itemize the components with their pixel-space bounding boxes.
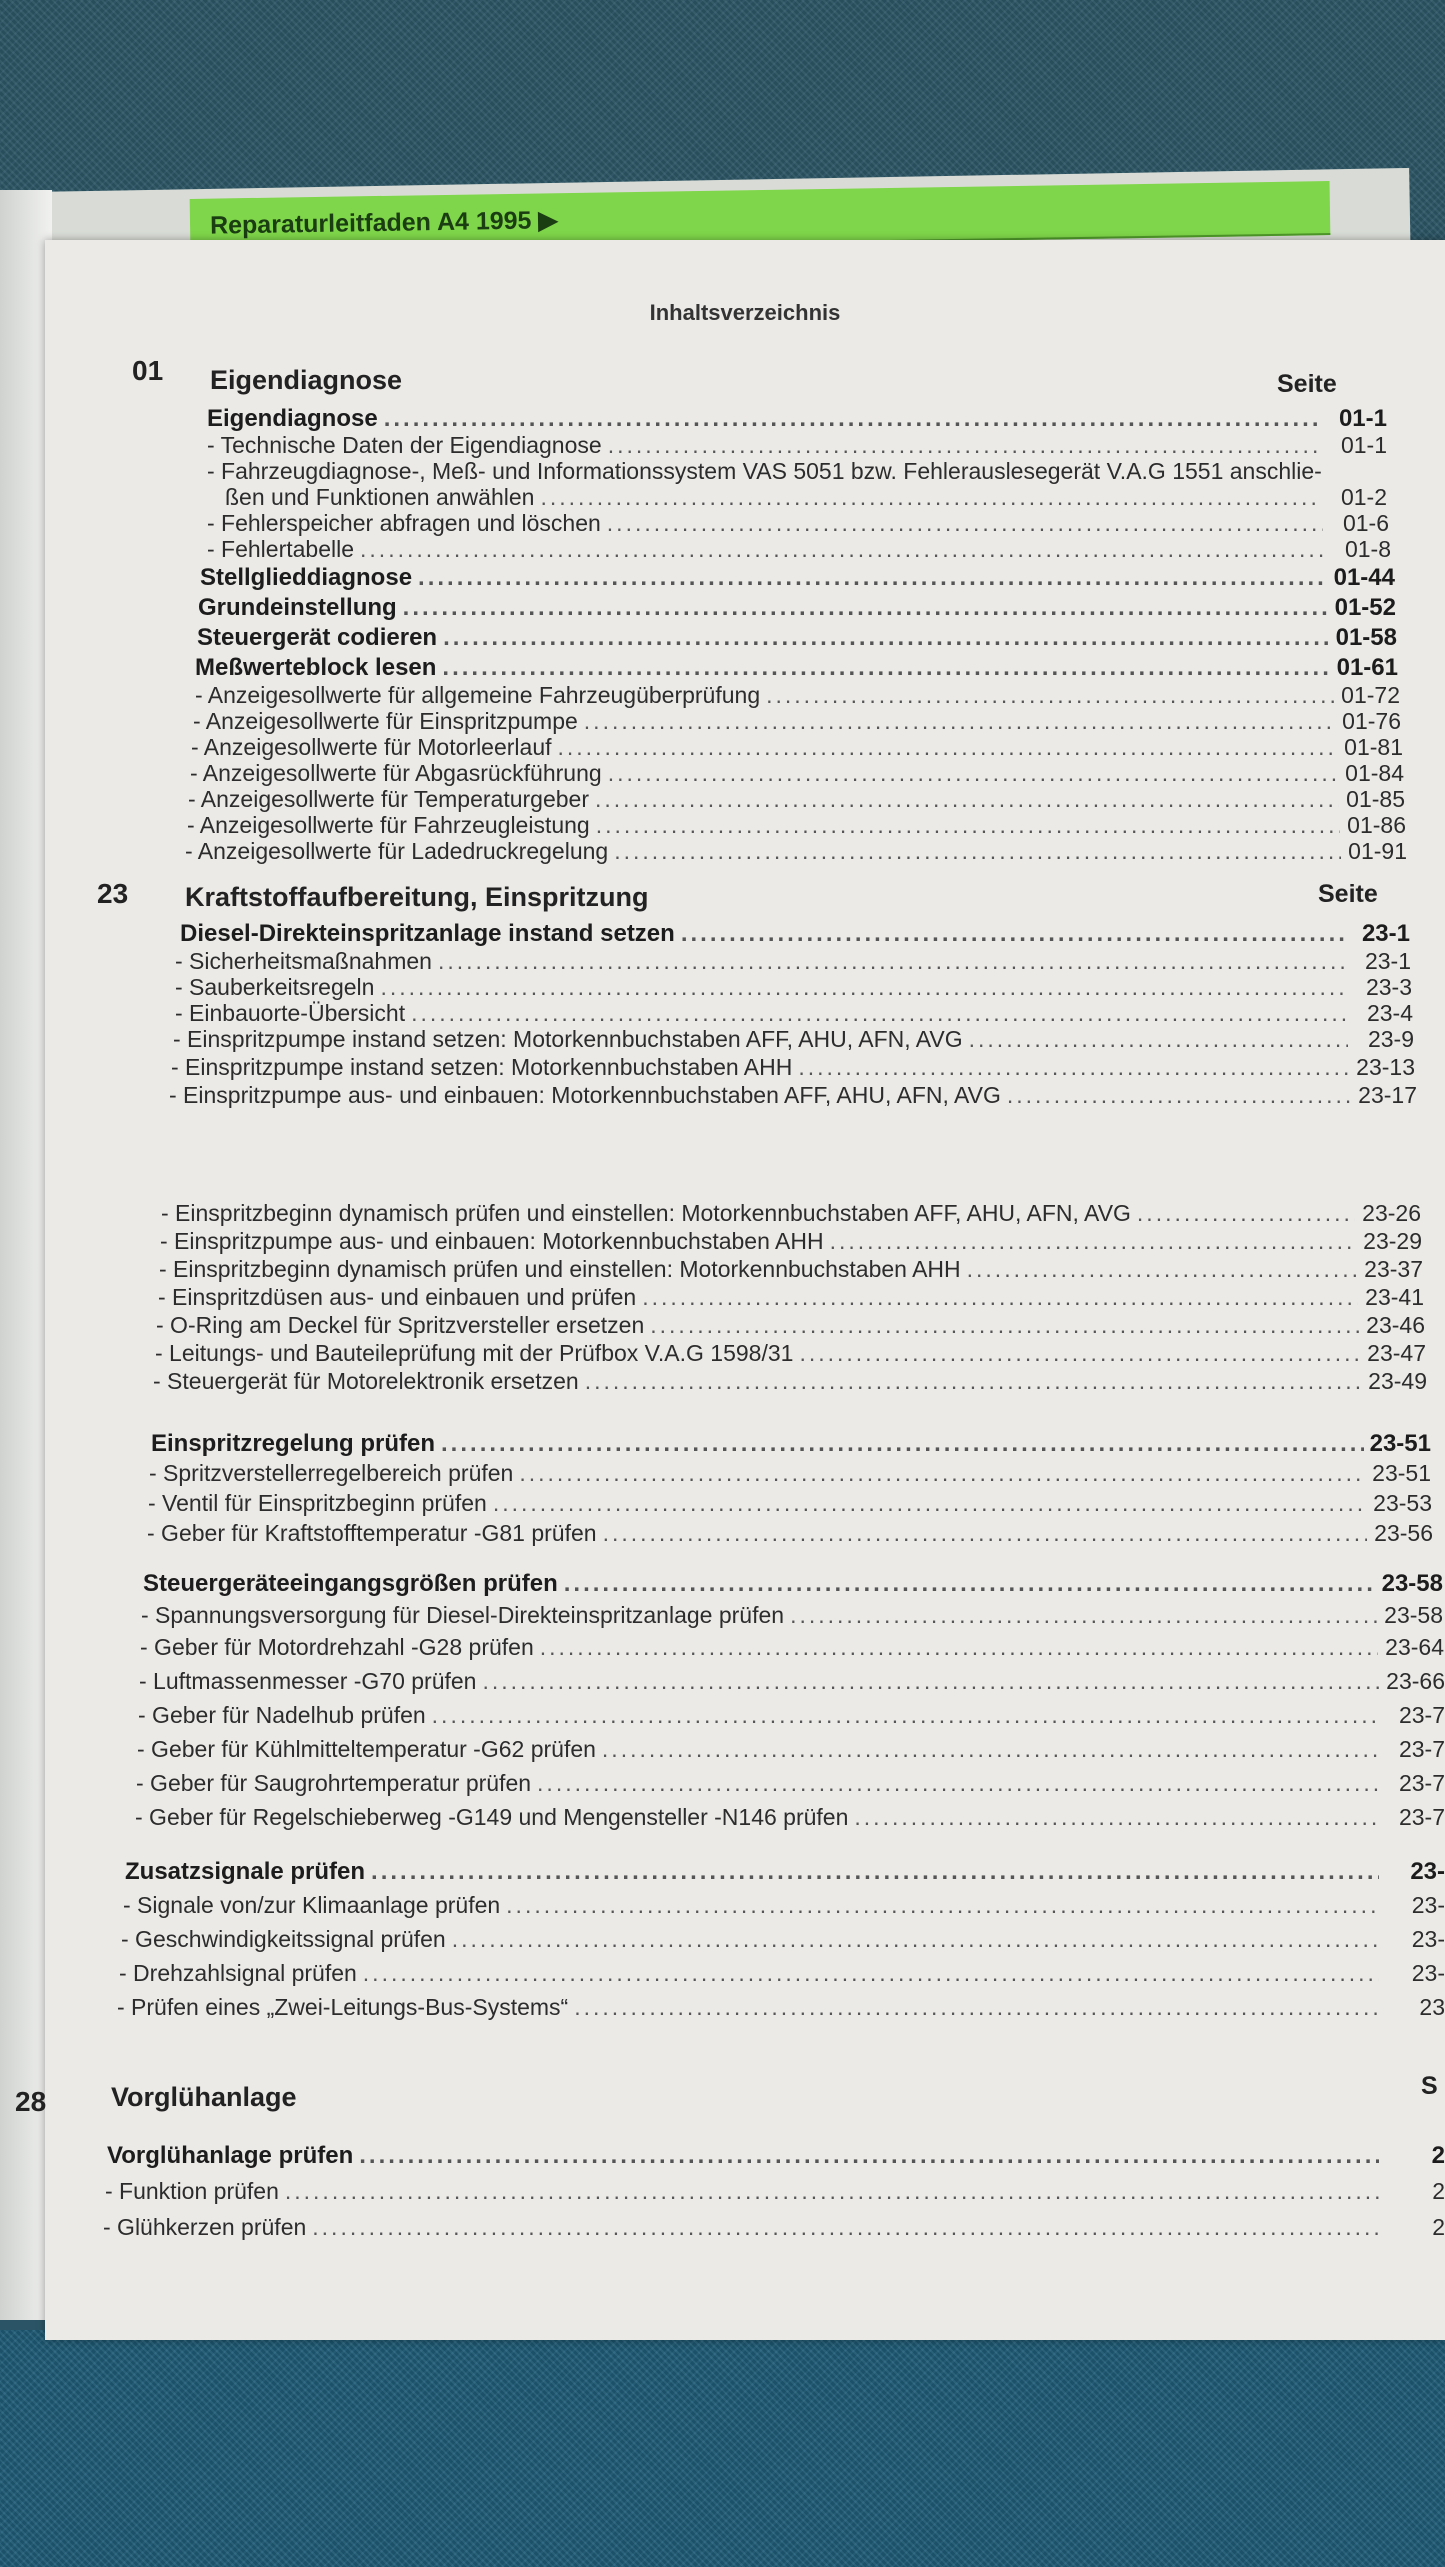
toc-entry[interactable]: - Fehlerspeicher abfragen und löschen ..... 01-6 [207, 510, 1389, 537]
toc-entry[interactable]: - Funktion prüfen ..... 2 [105, 2178, 1445, 2205]
toc-entry[interactable]: - Einspritzbeginn dynamisch prüfen und einstellen: Motorkennbuchstaben AHH ..... 23-37 [159, 1256, 1423, 1283]
toc-entry[interactable]: - Einspritzbeginn dynamisch prüfen und einstellen: Motorkennbuchstaben AFF, AHU, AFN, AVG ..... 23-26 [161, 1200, 1421, 1227]
toc-entry[interactable]: - Fahrzeugdiagnose-, Meß- und Informationssystem VAS 5051 bzw. Fehlerauslesegerät V.A.G 1551 anschlie- [207, 458, 1322, 484]
section-title: Vorglühanlage [111, 2082, 297, 2112]
toc-entry[interactable]: - Geber für Saugrohrtemperatur prüfen ..... 23-7 [136, 1770, 1445, 1797]
toc-entry[interactable]: - Spritzverstellerregelbereich prüfen ..... 23-51 [149, 1460, 1431, 1487]
toc-entry[interactable]: - Einspritzpumpe instand setzen: Motorkennbuchstaben AHH ..... 23-13 [171, 1054, 1415, 1081]
toc-entry[interactable]: - Anzeigesollwerte für Einspritzpumpe ..... 01-76 [193, 708, 1401, 735]
toc-entry[interactable]: - Sauberkeitsregeln ..... 23-3 [175, 974, 1412, 1001]
seite-header: Seite [1318, 880, 1378, 908]
toc-entry[interactable]: - Technische Daten der Eigendiagnose ..... 01-1 [207, 432, 1387, 459]
toc-entry[interactable]: - Geber für Nadelhub prüfen ..... 23-7 [138, 1702, 1445, 1729]
toc-entry[interactable]: - Luftmassenmesser -G70 prüfen ..... 23-66 [139, 1668, 1445, 1695]
toc-entry[interactable]: - Einspritzpumpe instand setzen: Motorkennbuchstaben AFF, AHU, AFN, AVG ..... 23-9 [173, 1026, 1414, 1053]
section-number: 23 [97, 878, 129, 909]
toc-entry[interactable]: ßen und Funktionen anwählen ..... 01-2 [225, 484, 1387, 511]
toc-entry[interactable]: - Geber für Kühlmitteltemperatur -G62 prüfen ..... 23-7 [137, 1736, 1445, 1763]
toc-entry[interactable]: Einspritzregelung prüfen ..... 23-51 [151, 1430, 1431, 1458]
toc-entry[interactable]: Vorglühanlage prüfen ..... 2 [107, 2142, 1445, 2170]
section-title: Eigendiagnose [210, 365, 403, 395]
toc-entry[interactable]: Stellglieddiagnose ..... 01-44 [200, 564, 1395, 592]
toc-entry[interactable]: - Anzeigesollwerte für Ladedruckregelung ..... 01-91 [185, 838, 1407, 865]
toc-entry[interactable]: - Drehzahlsignal prüfen ..... 23- [119, 1960, 1445, 1987]
toc-entry[interactable]: - Anzeigesollwerte für Temperaturgeber ..... 01-85 [188, 786, 1405, 813]
toc-entry[interactable]: - Anzeigesollwerte für Fahrzeugleistung ..... 01-86 [187, 812, 1406, 839]
toc-entry[interactable]: - Geschwindigkeitssignal prüfen ..... 23- [121, 1926, 1445, 1953]
toc-entry[interactable]: - Steuergerät für Motorelektronik ersetzen ..... 23-49 [153, 1368, 1427, 1395]
page-title: Inhaltsverzeichnis [649, 300, 841, 325]
seite-header: S [1421, 2072, 1438, 2100]
toc-entry[interactable]: Meßwerteblock lesen ..... 01-61 [195, 654, 1398, 682]
toc-entry[interactable]: - Anzeigesollwerte für allgemeine Fahrzeugüberprüfung ..... 01-72 [195, 682, 1400, 709]
section-number: 28 [15, 2086, 47, 2117]
toc-entry[interactable]: Eigendiagnose ..... 01-1 [207, 405, 1387, 433]
toc-entry[interactable]: - Spannungsversorgung für Diesel-Direkteinspritzanlage prüfen ..... 23-58 [141, 1602, 1443, 1629]
toc-entry[interactable]: - Einspritzpumpe aus- und einbauen: Motorkennbuchstaben AFF, AHU, AFN, AVG ..... 23-17 [169, 1082, 1417, 1109]
toc-entry[interactable]: - Sicherheitsmaßnahmen ..... 23-1 [175, 948, 1411, 975]
toc-entry[interactable]: - Geber für Regelschieberweg -G149 und Mengensteller -N146 prüfen ..... 23-7 [135, 1804, 1445, 1831]
toc-entry[interactable]: - Prüfen eines „Zwei-Leitungs-Bus-Systems“ ..... 23 [117, 1994, 1445, 2021]
toc-entry[interactable]: - Glühkerzen prüfen ..... 2 [103, 2214, 1445, 2241]
toc-entry[interactable]: - Einbauorte-Übersicht ..... 23-4 [175, 1000, 1413, 1027]
toc-entry[interactable]: Steuergeräteeingangsgrößen prüfen ..... 23-58 [143, 1570, 1443, 1598]
toc-entry[interactable]: Grundeinstellung ..... 01-52 [198, 594, 1396, 622]
toc-entry[interactable]: Steuergerät codieren ..... 01-58 [197, 624, 1397, 652]
toc-entry[interactable]: - Anzeigesollwerte für Motorleerlauf ..... 01-81 [191, 734, 1403, 761]
toc-entry[interactable]: Diesel-Direkteinspritzanlage instand setzen ..... 23-1 [180, 920, 1410, 948]
toc-entry[interactable]: - Anzeigesollwerte für Abgasrückführung ..... 01-84 [190, 760, 1404, 787]
section-number: 01 [132, 355, 164, 386]
toc-page [15, 240, 1445, 2340]
toc-entry[interactable]: - Signale von/zur Klimaanlage prüfen ..... 23- [123, 1892, 1445, 1919]
toc-entry[interactable]: - Geber für Motordrehzahl -G28 prüfen ..... 23-64 [140, 1634, 1444, 1661]
toc-entry[interactable]: - Leitungs- und Bauteileprüfung mit der Prüfbox V.A.G 1598/31 ..... 23-47 [155, 1340, 1426, 1367]
toc-entry[interactable]: - O-Ring am Deckel für Spritzversteller ersetzen ..... 23-46 [156, 1312, 1425, 1339]
binder-label: Reparaturleitfaden A4 1995 ▶ [209, 206, 558, 240]
toc-entry[interactable]: - Ventil für Einspritzbeginn prüfen ..... 23-53 [148, 1490, 1432, 1517]
toc-entry[interactable]: - Einspritzpumpe aus- und einbauen: Motorkennbuchstaben AHH ..... 23-29 [160, 1228, 1422, 1255]
tablecloth-bottom [0, 2330, 1445, 2567]
toc-entry[interactable]: Zusatzsignale prüfen ..... 23- [125, 1858, 1445, 1886]
seite-header: Seite [1277, 370, 1337, 398]
toc-entry[interactable]: - Geber für Kraftstofftemperatur -G81 prüfen ..... 23-56 [147, 1520, 1433, 1547]
toc-entry[interactable]: - Einspritzdüsen aus- und einbauen und prüfen ..... 23-41 [158, 1284, 1424, 1311]
section-title: Kraftstoffaufbereitung, Einspritzung [185, 882, 649, 912]
toc-entry[interactable]: - Fehlertabelle ..... 01-8 [207, 536, 1391, 563]
